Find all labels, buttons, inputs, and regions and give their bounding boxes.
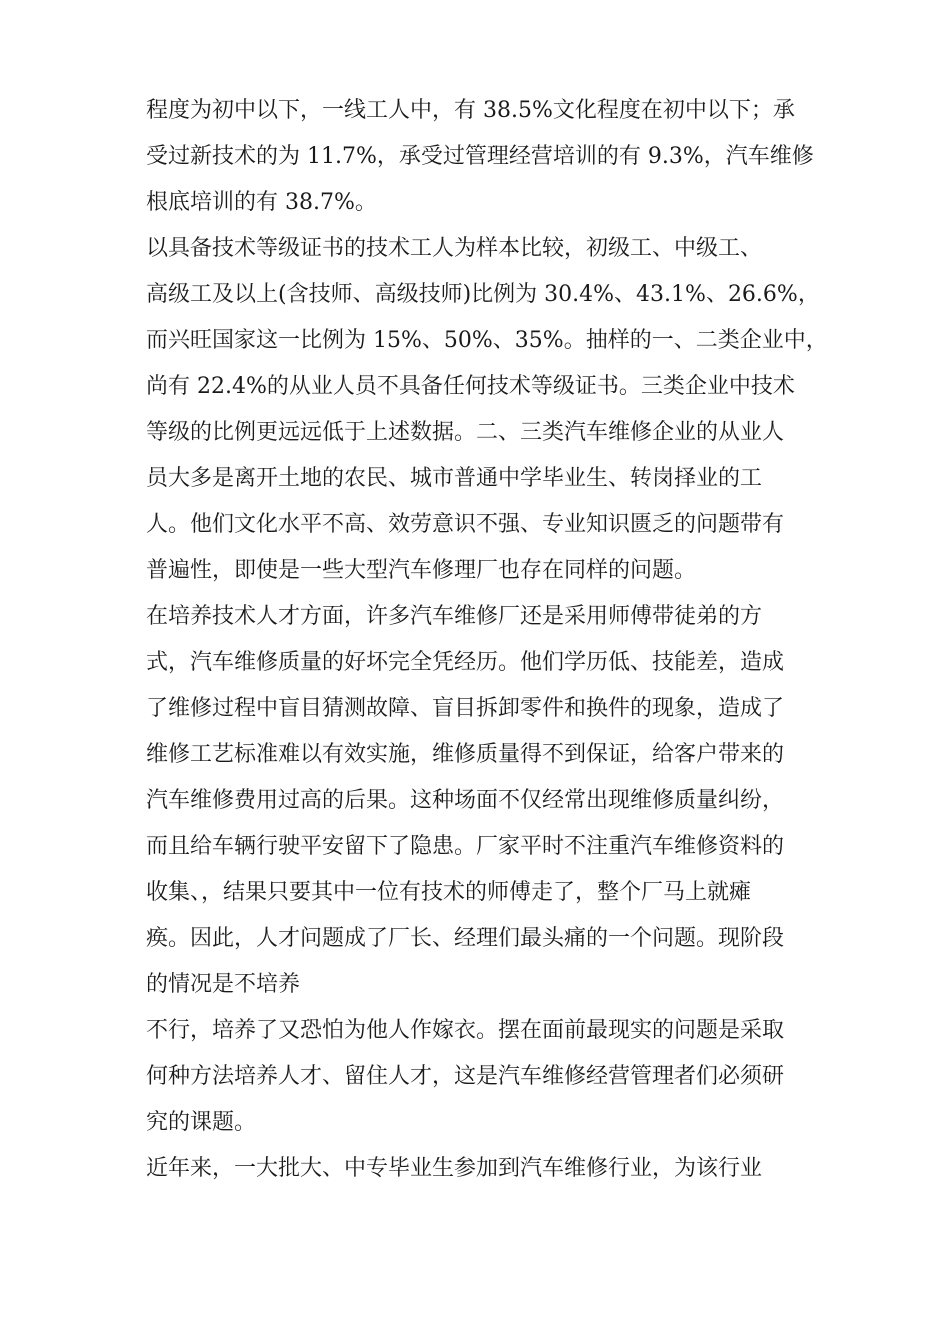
text-line: 的情况是不培养 xyxy=(146,972,301,997)
body-text xyxy=(146,88,828,1192)
text-line: 程度为初中以下，一线工人中，有 38.5%文化程度在初中以下；承 xyxy=(146,98,795,123)
text-line: 以具备技术等级证书的技术工人为样本比较，初级工、中级工、 xyxy=(146,236,763,261)
text-line: 受过新技术的为 11.7%，承受过管理经营培训的有 9.3%，汽车维修 xyxy=(146,144,814,169)
text-line: 等级的比例更远远低于上述数据。二、三类汽车维修企业的从业人 xyxy=(146,420,785,445)
text-line: 在培养技术人才方面，许多汽车维修厂还是采用师傅带徒弟的方 xyxy=(146,604,763,629)
text-line: 究的课题。 xyxy=(146,1110,257,1135)
text-line: 何种方法培养人才、留住人才，这是汽车维修经营管理者们必须研 xyxy=(146,1064,785,1089)
text-line: 而兴旺国家这一比例为 15%、50%、35%。抽样的一、二类企业中， xyxy=(146,328,828,353)
text-line: 近年来，一大批大、中专毕业生参加到汽车维修行业，为该行业 xyxy=(146,1156,763,1181)
text-line: 痪。因此，人才问题成了厂长、经理们最头痛的一个问题。现阶段 xyxy=(146,926,785,951)
text-line: 尚有 22.4%的从业人员不具备任何技术等级证书。三类企业中技术 xyxy=(146,374,795,399)
text-line: 维修工艺标准难以有效实施，维修质量得不到保证，给客户带来的 xyxy=(146,742,785,767)
text-line: 高级工及以上(含技师、高级技师)比例为 30.4%、43.1%、26.6%， xyxy=(146,282,820,307)
text-line: 式，汽车维修质量的好坏完全凭经历。他们学历低、技能差，造成 xyxy=(146,650,785,675)
text-line: 汽车维修费用过高的后果。这种场面不仅经常出现维修质量纠纷， xyxy=(146,788,785,813)
text-line: 收集、，结果只要其中一位有技术的师傅走了，整个厂马上就瘫 xyxy=(146,880,752,905)
text-line: 不行，培养了又恐怕为他人作嫁衣。摆在面前最现实的问题是采取 xyxy=(146,1018,785,1043)
text-line: 而且给车辆行驶平安留下了隐患。厂家平时不注重汽车维修资料的 xyxy=(146,834,785,859)
text-line: 人。他们文化水平不高、效劳意识不强、专业知识匮乏的问题带有 xyxy=(146,512,785,537)
text-line: 了维修过程中盲目猜测故障、盲目拆卸零件和换件的现象，造成了 xyxy=(146,696,785,721)
text-line: 根底培训的有 38.7%。 xyxy=(146,190,377,215)
text-line: 普遍性，即使是一些大型汽车修理厂也存在同样的问题。 xyxy=(146,558,697,583)
text-line: 员大多是离开土地的农民、城市普通中学毕业生、转岗择业的工 xyxy=(146,466,763,491)
